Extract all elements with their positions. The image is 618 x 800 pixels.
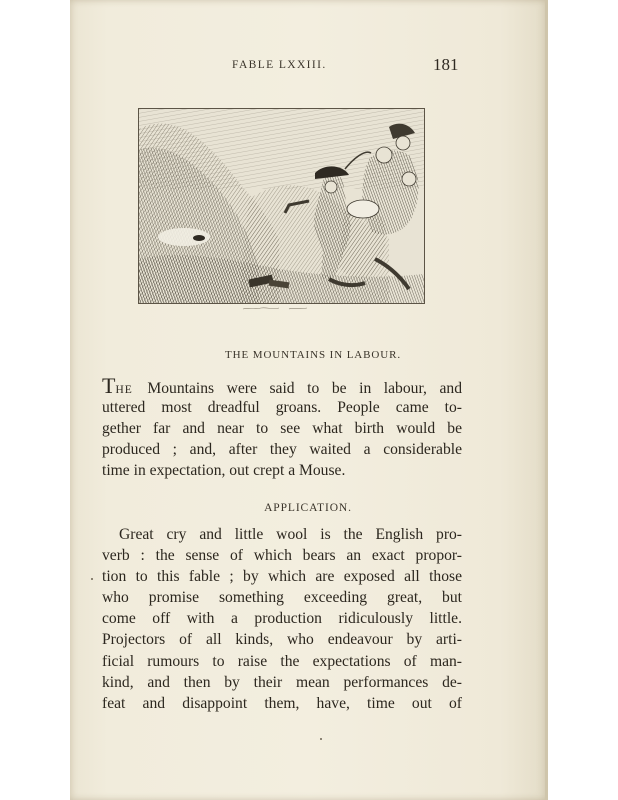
application-line-6: Projectors of all kinds, who endeavour by arti-	[102, 631, 462, 649]
fable-line-4: produced ; and, after they waited a considerable	[102, 441, 462, 458]
fable-line-1: THE Mountains were said to be in labour, and	[102, 373, 462, 398]
application-line-4: who promise something exceeding great, but	[102, 589, 462, 607]
application-line-9: feat and disappoint them, have, time out of	[102, 694, 462, 712]
page-edge	[545, 0, 548, 800]
small-caps-word: HE	[115, 384, 133, 396]
paper-speck	[320, 738, 322, 740]
drop-letter: T	[102, 373, 116, 398]
application-line-1: Great cry and little wool is the English pro-	[119, 526, 462, 543]
page-number: 181	[433, 55, 459, 74]
fable-line-3: gether far and near to see what birth would be	[102, 420, 462, 437]
fable-text	[102, 373, 462, 481]
application-heading-text: APPLICATION.	[264, 502, 352, 514]
application-text	[102, 524, 462, 714]
fable-number-heading: FABLE LXXIII.	[232, 59, 327, 71]
application-line-2: verb : the sense of which bears an exact propor-	[102, 547, 462, 565]
engraving-illustration	[138, 108, 425, 304]
application-line-5: come off with a production ridiculously little.	[102, 610, 462, 628]
application-line-7: ficial rumours to raise the expectations of man-	[102, 652, 462, 670]
paper-speck	[91, 578, 93, 580]
running-head	[0, 57, 618, 77]
engraver-signature	[241, 305, 311, 311]
application-line-8: kind, and then by their mean performances de-	[102, 673, 462, 691]
fable-line-2: uttered most dreadful groans. People came to-	[102, 399, 462, 416]
fable-line-5: time in expectation, out crept a Mouse.	[102, 462, 346, 479]
application-line-3: tion to this fable ; by which are exposed all those	[102, 568, 462, 586]
application-heading	[0, 502, 618, 514]
fable-caption	[0, 349, 618, 361]
engraving-image	[139, 109, 424, 303]
fable-caption-text: THE MOUNTAINS IN LABOUR.	[225, 349, 401, 361]
